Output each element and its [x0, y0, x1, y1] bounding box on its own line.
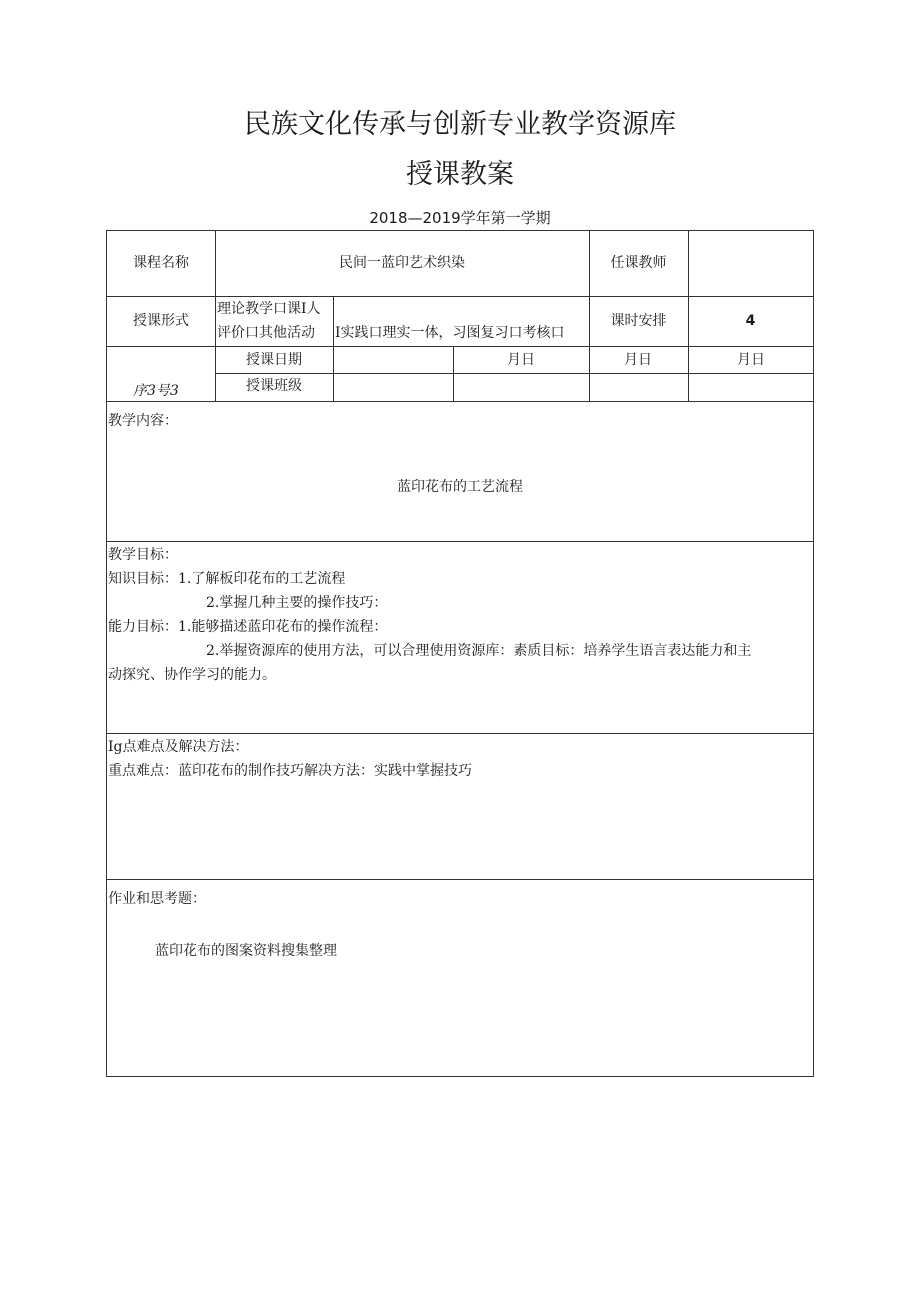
- col-divider: [453, 346, 454, 401]
- teaching-content-text: 蓝印花布的工艺流程: [397, 479, 523, 495]
- teaching-date-2: 月日: [507, 352, 535, 368]
- teaching-date-label: 授课日期: [246, 352, 302, 368]
- difficulties-text: 重点难点：蓝印花布的制作技巧解决方法：实践中掌握技巧: [108, 763, 472, 779]
- course-name-label: 课程名称: [133, 255, 189, 271]
- teaching-date-3: 月日: [624, 352, 652, 368]
- teaching-class-label: 授课班级: [246, 378, 302, 394]
- ability-goal-1: 能力目标：1.能够描述蓝印花布的操作流程：: [108, 619, 388, 635]
- teaching-goals: [108, 543, 812, 687]
- sequence-number: 序3号3: [133, 383, 179, 399]
- homework-label: 作业和思考题：: [108, 891, 206, 907]
- col-divider: [333, 296, 334, 401]
- document-title: 民族文化传承与创新专业教学资源库: [244, 109, 676, 140]
- difficulties-section: [108, 735, 812, 783]
- row-divider: [107, 346, 813, 347]
- row-divider: [215, 373, 813, 374]
- difficulties-label: Ig点难点及解决方法：: [108, 739, 249, 755]
- row-divider: [107, 879, 813, 880]
- hours-label: 课时安排: [610, 313, 667, 329]
- term-label: 2018—2019学年第一学期: [369, 209, 551, 227]
- teaching-form-options: I实践口理实一体，习图复习口考核口: [335, 325, 565, 341]
- lesson-plan-table: [106, 230, 814, 1077]
- ability-goal-2: 2.举握资源库的使用方法，可以合理使用资源库：素质目标：培养学生语言表达能力和主: [206, 643, 752, 659]
- teaching-form-label: 授课形式: [133, 313, 189, 329]
- homework-text: 蓝印花布的图案资料搜集整理: [155, 943, 337, 959]
- teaching-date-4: 月日: [737, 352, 765, 368]
- knowledge-goal-2: 2.掌握几种主要的操作技巧：: [206, 595, 388, 611]
- teaching-goals-label: 教学目标：: [108, 547, 178, 563]
- row-divider: [107, 541, 813, 542]
- document-subtitle: 授课教案: [406, 159, 514, 190]
- knowledge-goal-1: 知识目标：1.了解板印花布的工艺流程: [108, 571, 346, 587]
- course-name-value: 民间一蓝印艺术织染: [339, 255, 465, 271]
- row-divider: [107, 401, 813, 402]
- teaching-form-line1: 理论教学口课I人: [217, 301, 321, 317]
- teacher-label: 任课教师: [610, 255, 667, 271]
- row-divider: [107, 733, 813, 734]
- ability-goal-3: 动探究、协作学习的能力。: [108, 667, 276, 683]
- row-divider: [107, 296, 813, 297]
- teaching-form-line2: 评价口其他活动: [217, 325, 315, 341]
- teaching-content-label: 教学内容：: [108, 413, 178, 429]
- hours-value: 4: [745, 313, 756, 329]
